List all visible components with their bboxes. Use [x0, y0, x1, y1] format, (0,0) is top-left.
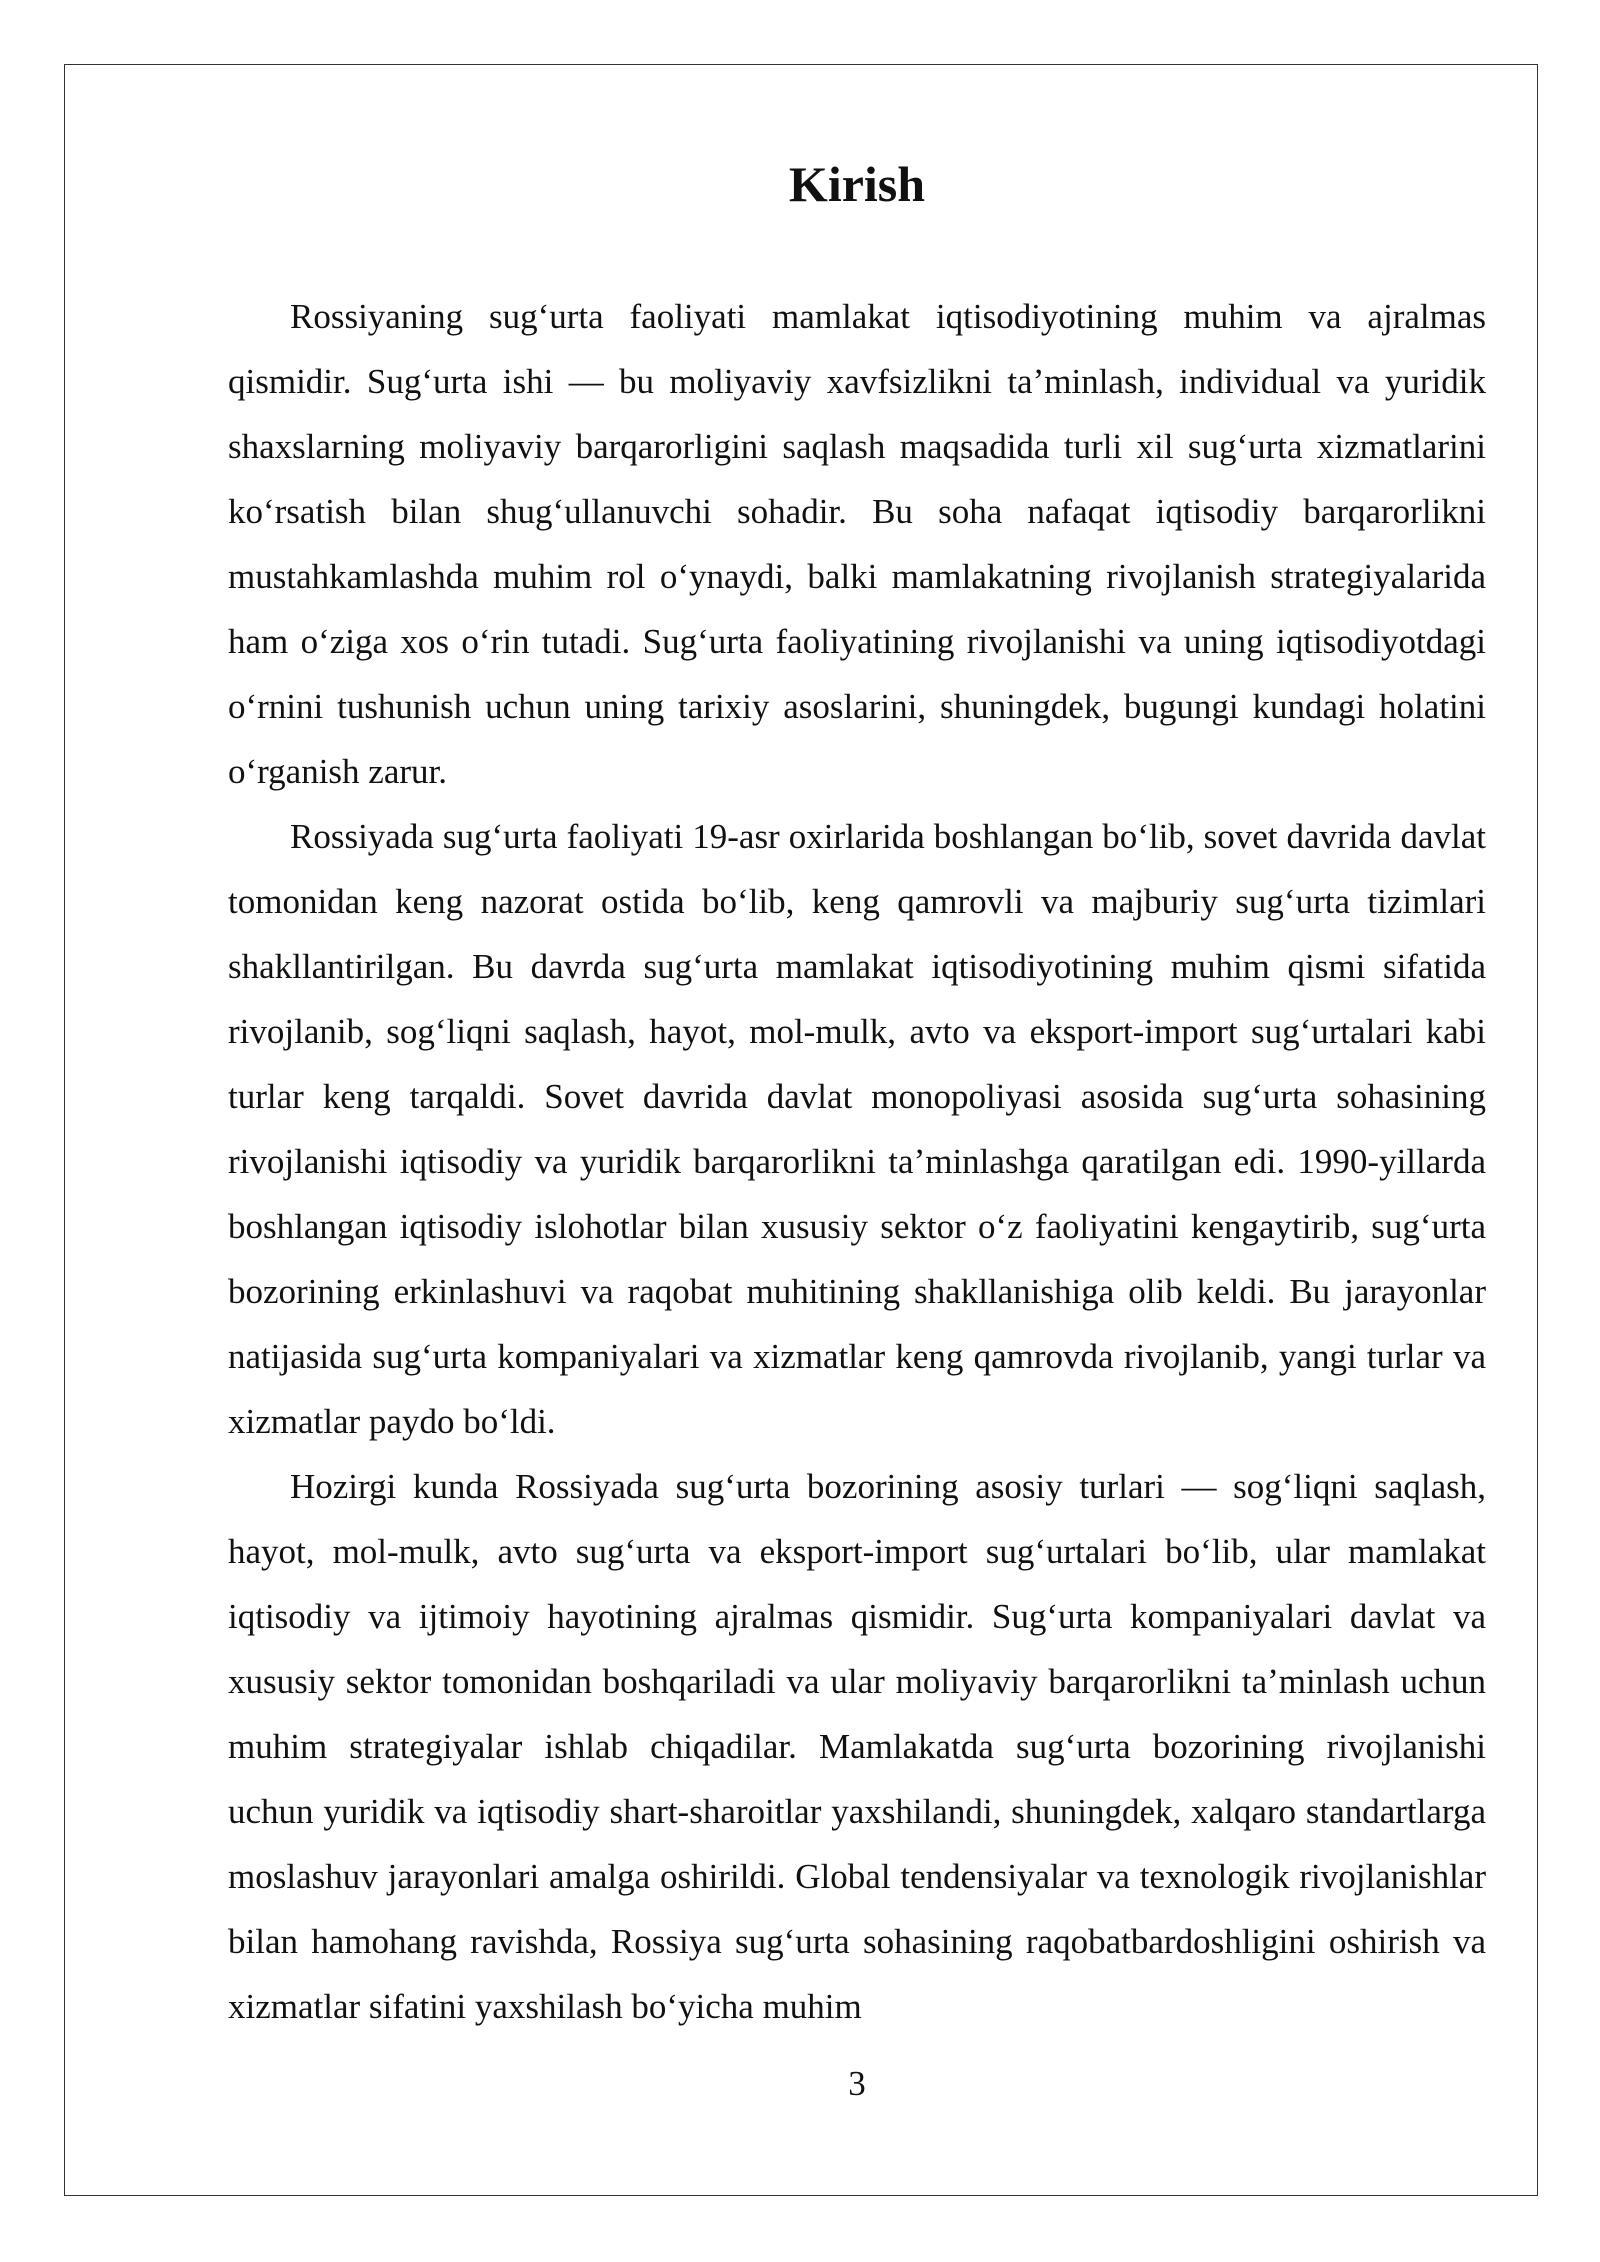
page-number: 3 [848, 2064, 866, 2103]
page-title: Kirish [788, 156, 926, 212]
document-body [228, 284, 1486, 2039]
paragraph-2: Rossiyada sugʻurta faoliyati 19-asr oxirlarida boshlangan boʻlib, sovet davrida davlat tomonidan keng nazorat ostida boʻlib, keng qamrovli va majburiy sugʻurta tizimlari shakllantirilgan. Bu davrda sugʻurta mamlakat iqtisodiyotining muhim qismi sifatida rivojlanib, sogʻliqni saqlash, hayot, mol-mulk, avto va eksport-import sugʻurtalari kabi turlar keng tarqaldi. Sovet davrida davlat monopoliyasi asosida sugʻurta sohasining rivojlanishi iqtisodiy va yuridik barqarorlikni taʼminlashga qaratilgan edi. 1990-yillarda boshlangan iqtisodiy islohotlar bilan xususiy sektor oʻz faoliyatini kengaytirib, sugʻurta bozorining erkinlashuvi va raqobat muhitining shakllanishiga olib keldi. Bu jarayonlar natijasida sugʻurta kompaniyalari va xizmatlar keng qamrovda rivojlanib, yangi turlar va xizmatlar paydo boʻldi. [228, 817, 1486, 1441]
paragraph-1: Rossiyaning sugʻurta faoliyati mamlakat iqtisodiyotining muhim va ajralmas qismidir. Sugʻurta ishi — bu moliyaviy xavfsizlikni taʼminlash, individual va yuridik shaxslarning moliyaviy barqarorligini saqlash maqsadida turli xil sugʻurta xizmatlarini koʻrsatish bilan shugʻullanuvchi sohadir. Bu soha nafaqat iqtisodiy barqarorlikni mustahkamlashda muhim rol oʻynaydi, balki mamlakatning rivojlanish strategiyalarida ham oʻziga xos oʻrin tutadi. Sugʻurta faoliyatining rivojlanishi va uning iqtisodiyotdagi oʻrnini tushunish uchun uning tarixiy asoslarini, shuningdek, bugungi kundagi holatini oʻrganish zarur. [228, 297, 1486, 791]
paragraph-3: Hozirgi kunda Rossiyada sugʻurta bozorining asosiy turlari — sogʻliqni saqlash, hayot, mol-mulk, avto sugʻurta va eksport-import sugʻurtalari boʻlib, ular mamlakat iqtisodiy va ijtimoiy hayotining ajralmas qismidir. Sugʻurta kompaniyalari davlat va xususiy sektor tomonidan boshqariladi va ular moliyaviy barqarorlikni taʼminlash uchun muhim strategiyalar ishlab chiqadilar. Mamlakatda sugʻurta bozorining rivojlanishi uchun yuridik va iqtisodiy shart-sharoitlar yaxshilandi, shuningdek, xalqaro standartlarga moslashuv jarayonlari amalga oshirildi. Global tendensiyalar va texnologik rivojlanishlar bilan hamohang ravishda, Rossiya sugʻurta sohasining raqobatbardoshligini oshirish va xizmatlar sifatini yaxshilash boʻyicha muhim [228, 1467, 1486, 2026]
